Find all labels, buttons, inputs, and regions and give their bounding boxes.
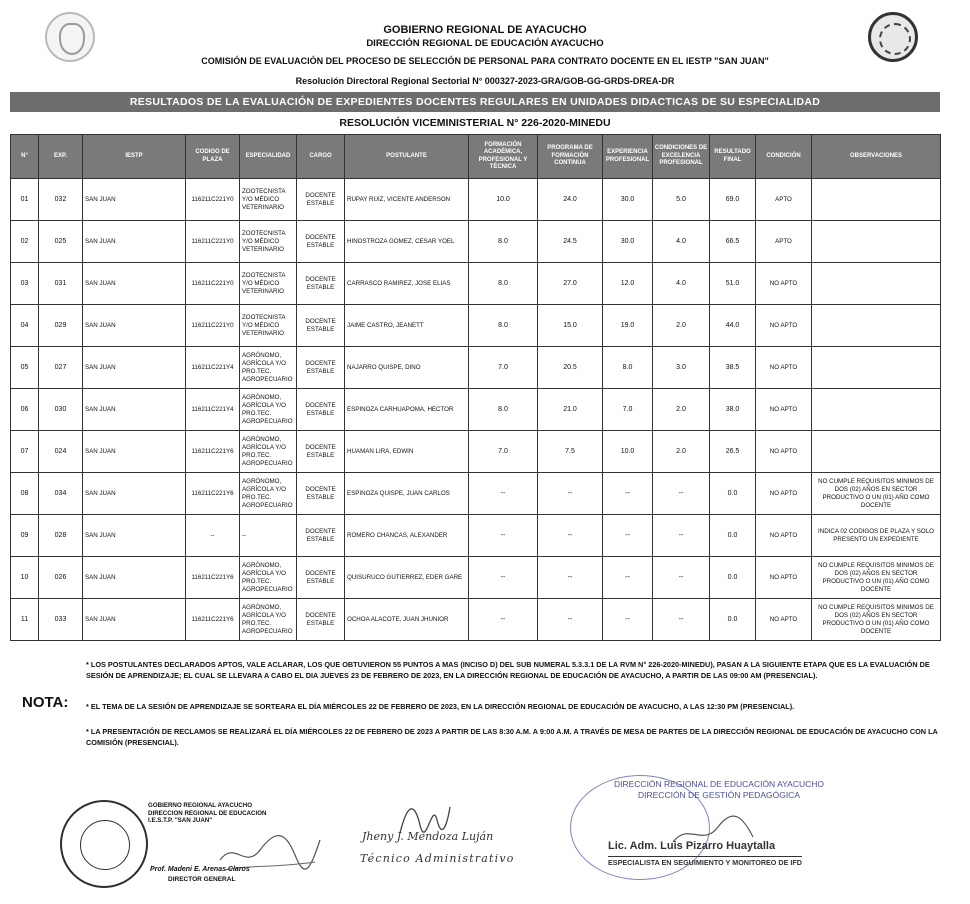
col-header-condiciones: CONDICIONES DE EXCELENCIA PROFESIONAL	[653, 135, 710, 179]
specialty: ZOOTECNISTA Y/O MÉDICO VETERINARIO	[240, 179, 297, 221]
nota-item-1: * LOS POSTULANTES DECLARADOS APTOS, VALE ACLARAR, LOS QUE OBTUVIERON 55 PUNTOS A MAS (INCISO D) DEL SUB NUMERAL 5.3.3.1 DE LA RVM N° 226-2020-MINEDU), PASAN A LA SIGUIENTE ETAPA QUE ES LA EVALUACIÓN DE SESIÓN DE APRENDIZAJE; EL CUAL SE LLEVARA A CABO EL DIA JUEVES 23 DE FEBRERO DE 2023, EN LA DIRECCIÓN REGIONAL DE EDUCACIÓN DE AYACUCHO, A PARTIR DE LAS 09:00 AM (PRESENCIAL).	[86, 660, 930, 680]
col-header-codigo: CODIGO DE PLAZA	[186, 135, 240, 179]
observations	[812, 263, 941, 305]
score-programa: --	[538, 599, 603, 641]
row-number: 02	[11, 221, 39, 263]
exp-number: 032	[39, 179, 83, 221]
col-header-experiencia: EXPERIENCIA PROFESIONAL	[603, 135, 653, 179]
score-programa: --	[538, 473, 603, 515]
specialty: ZOOTECNISTA Y/O MÉDICO VETERINARIO	[240, 221, 297, 263]
score-formacion: 8.0	[469, 221, 538, 263]
score-condiciones: 2.0	[653, 305, 710, 347]
row-number: 03	[11, 263, 39, 305]
col-header-especialidad: ESPECIALIDAD	[240, 135, 297, 179]
plaza-code: 116211C221Y4	[186, 347, 240, 389]
score-condiciones: 4.0	[653, 221, 710, 263]
score-condiciones: 2.0	[653, 431, 710, 473]
row-number: 10	[11, 557, 39, 599]
final-result: 66.5	[710, 221, 756, 263]
score-formacion: --	[469, 599, 538, 641]
score-experiencia: 19.0	[603, 305, 653, 347]
score-formacion: 8.0	[469, 263, 538, 305]
score-condiciones: --	[653, 599, 710, 641]
table-row	[11, 599, 941, 641]
score-experiencia: --	[603, 473, 653, 515]
applicant-name: CARRASCO RAMIREZ, JOSE ELIAS	[345, 263, 469, 305]
table-row	[11, 431, 941, 473]
director-stamp-line1: GOBIERNO REGIONAL AYACUCHO	[148, 802, 253, 809]
score-formacion: 8.0	[469, 305, 538, 347]
observations	[812, 389, 941, 431]
specialty: AGRÓNOMO, AGRÍCOLA Y/O PRO.TEC. AGROPECUARIO	[240, 431, 297, 473]
condition-status: NO APTO	[756, 473, 812, 515]
table-row	[11, 389, 941, 431]
position: DOCENTE ESTABLE	[297, 473, 345, 515]
regional-government-logo	[45, 12, 95, 62]
row-number: 01	[11, 179, 39, 221]
director-name: Prof. Madeni E. Arenas Claros	[150, 866, 250, 873]
condition-status: NO APTO	[756, 263, 812, 305]
score-experiencia: --	[603, 557, 653, 599]
position: DOCENTE ESTABLE	[297, 179, 345, 221]
plaza-code: 116211C221Y4	[186, 389, 240, 431]
applicant-name: ESPINOZA CARHUAPOMA, HECTOR	[345, 389, 469, 431]
plaza-code: --	[186, 515, 240, 557]
position: DOCENTE ESTABLE	[297, 557, 345, 599]
final-result: 51.0	[710, 263, 756, 305]
col-header-postulante: POSTULANTE	[345, 135, 469, 179]
exp-number: 029	[39, 305, 83, 347]
table-row	[11, 515, 941, 557]
position: DOCENTE ESTABLE	[297, 599, 345, 641]
exp-number: 028	[39, 515, 83, 557]
applicant-name: OCHOA ALACOTE, JUAN JHUNIOR	[345, 599, 469, 641]
condition-status: NO APTO	[756, 599, 812, 641]
technician-name: Jheny J. Mendoza Luján	[362, 830, 494, 843]
final-result: 69.0	[710, 179, 756, 221]
score-experiencia: 8.0	[603, 347, 653, 389]
condition-status: APTO	[756, 221, 812, 263]
exp-number: 031	[39, 263, 83, 305]
score-formacion: 7.0	[469, 431, 538, 473]
col-header-exp: EXP.	[39, 135, 83, 179]
score-formacion: --	[469, 557, 538, 599]
header-resolution: Resolución Directoral Regional Sectorial N° 000327-2023-GRA/GOB-GG-GRDS-DREA-DR	[295, 76, 675, 86]
position: DOCENTE ESTABLE	[297, 431, 345, 473]
specialty: ZOOTECNISTA Y/O MÉDICO VETERINARIO	[240, 263, 297, 305]
exp-number: 030	[39, 389, 83, 431]
row-number: 09	[11, 515, 39, 557]
condition-status: NO APTO	[756, 557, 812, 599]
score-programa: 27.0	[538, 263, 603, 305]
applicant-name: RUPAY RUIZ, VICENTE ANDERSON	[345, 179, 469, 221]
observations	[812, 431, 941, 473]
table-header-row	[11, 135, 941, 179]
condition-status: NO APTO	[756, 431, 812, 473]
plaza-code: 116211C221Y0	[186, 305, 240, 347]
iestp-round-stamp	[60, 800, 148, 888]
exp-number: 025	[39, 221, 83, 263]
final-result: 38.5	[710, 347, 756, 389]
pedagogical-stamp-line2: DIRECCIÓN DE GESTIÓN PEDAGÓGICA	[638, 790, 800, 800]
table-row	[11, 557, 941, 599]
applicant-name: ESPINOZA QUISPE, JUAN CARLOS	[345, 473, 469, 515]
iestp-name: SAN JUAN	[83, 389, 186, 431]
score-programa: --	[538, 515, 603, 557]
score-formacion: 8.0	[469, 389, 538, 431]
iestp-name: SAN JUAN	[83, 263, 186, 305]
col-header-observaciones: OBSERVACIONES	[812, 135, 941, 179]
iestp-name: SAN JUAN	[83, 221, 186, 263]
score-formacion: --	[469, 515, 538, 557]
score-experiencia: 12.0	[603, 263, 653, 305]
iestp-name: SAN JUAN	[83, 515, 186, 557]
table-row	[11, 221, 941, 263]
specialty: AGRÓNOMO, AGRÍCOLA Y/O PRO.TEC. AGROPECUARIO	[240, 473, 297, 515]
applicant-name: ROMERO CHANCAS, ALEXANDER	[345, 515, 469, 557]
plaza-code: 116211C221Y6	[186, 431, 240, 473]
score-experiencia: --	[603, 599, 653, 641]
table-row	[11, 347, 941, 389]
position: DOCENTE ESTABLE	[297, 263, 345, 305]
exp-number: 024	[39, 431, 83, 473]
score-programa: 24.0	[538, 179, 603, 221]
score-condiciones: 5.0	[653, 179, 710, 221]
score-condiciones: --	[653, 515, 710, 557]
col-header-resultado: RESULTADO FINAL	[710, 135, 756, 179]
score-experiencia: 7.0	[603, 389, 653, 431]
score-experiencia: 10.0	[603, 431, 653, 473]
observations	[812, 221, 941, 263]
vice-ministerial-resolution: RESOLUCIÓN VICEMINISTERIAL N° 226-2020-MINEDU	[339, 117, 611, 129]
nota-item-2: * EL TEMA DE LA SESIÓN DE APRENDIZAJE SE SORTEARA EL DÍA MIÉRCOLES 22 DE FEBRERO DE 2023, EN LA DIRECCIÓN REGIONAL DE EDUCACIÓN DE AYACUCHO, A LAS 12:30 PM (PRESENCIAL).	[86, 702, 795, 711]
exp-number: 027	[39, 347, 83, 389]
iestp-name: SAN JUAN	[83, 179, 186, 221]
observations: NO CUMPLE REQUISITOS MINIMOS DE DOS (02) AÑOS EN SECTOR PRODUCTIVO O UN (01) AÑO COMO DOCENTE	[812, 557, 941, 599]
plaza-code: 116211C221Y0	[186, 221, 240, 263]
applicant-name: NAJARRO QUISPE, DINO	[345, 347, 469, 389]
nota-label: NOTA:	[22, 694, 69, 711]
observations	[812, 347, 941, 389]
applicant-name: HUAMAN LIRA, EDWIN	[345, 431, 469, 473]
iestp-name: SAN JUAN	[83, 431, 186, 473]
position: DOCENTE ESTABLE	[297, 221, 345, 263]
score-programa: 24.5	[538, 221, 603, 263]
final-result: 0.0	[710, 473, 756, 515]
col-header-programa: PROGRAMA DE FORMACIÓN CONTINUA	[538, 135, 603, 179]
condition-status: NO APTO	[756, 389, 812, 431]
specialist-role: ESPECIALISTA EN SEGUIMIENTO Y MONITOREO DE IFD	[608, 858, 802, 867]
plaza-code: 116211C221Y6	[186, 599, 240, 641]
nota-item-3: * LA PRESENTACIÓN DE RECLAMOS SE REALIZARÁ EL DÍA MIÉRCOLES 22 DE FEBRERO DE 2023 A PARTIR DE LAS 8:30 A.M. A 9:00 A.M. A TRAVÉS DE MESA DE PARTES DE LA DIRECCIÓN REGIONAL DE EDUCACIÓN DE AYACUCHO CON LA COMISIÓN (PRESENCIAL).	[86, 727, 938, 747]
col-header-cargo: CARGO	[297, 135, 345, 179]
header-directorate: DIRECCIÓN REGIONAL DE EDUCACIÓN AYACUCHO	[366, 38, 604, 49]
specialty: AGRÓNOMO, AGRÍCOLA Y/O PRO.TEC. AGROPECUARIO	[240, 389, 297, 431]
score-condiciones: --	[653, 557, 710, 599]
exp-number: 026	[39, 557, 83, 599]
score-programa: --	[538, 557, 603, 599]
row-number: 05	[11, 347, 39, 389]
applicant-name: HINOSTROZA GOMEZ, CESAR YOEL	[345, 221, 469, 263]
score-programa: 20.5	[538, 347, 603, 389]
specialty: AGRÓNOMO, AGRÍCOLA Y/O PRO.TEC. AGROPECUARIO	[240, 599, 297, 641]
final-result: 0.0	[710, 515, 756, 557]
iestp-name: SAN JUAN	[83, 599, 186, 641]
final-result: 0.0	[710, 557, 756, 599]
score-experiencia: 30.0	[603, 221, 653, 263]
plaza-code: 116211C221Y6	[186, 557, 240, 599]
pedagogical-stamp-text	[604, 779, 834, 801]
final-result: 0.0	[710, 599, 756, 641]
score-condiciones: 3.0	[653, 347, 710, 389]
results-table	[10, 134, 941, 641]
condition-status: NO APTO	[756, 515, 812, 557]
specialist-name: Lic. Adm. Luis Pizarro Huaytalla	[608, 840, 776, 852]
row-number: 04	[11, 305, 39, 347]
observations: INDICA 02 CODIGOS DE PLAZA Y SOLO PRESENTO UN EXPEDIENTE	[812, 515, 941, 557]
final-result: 26.5	[710, 431, 756, 473]
education-directorate-seal	[868, 12, 918, 62]
iestp-name: SAN JUAN	[83, 473, 186, 515]
score-programa: 7.5	[538, 431, 603, 473]
table-row	[11, 263, 941, 305]
director-stamp-line3: I.E.S.T.P. "SAN JUAN"	[148, 817, 213, 824]
pedagogical-stamp-line1: DIRECCIÓN REGIONAL DE EDUCACIÓN AYACUCHO	[613, 779, 824, 789]
final-result: 44.0	[710, 305, 756, 347]
final-result: 38.0	[710, 389, 756, 431]
row-number: 07	[11, 431, 39, 473]
row-number: 08	[11, 473, 39, 515]
specialty: AGRÓNOMO, AGRÍCOLA Y/O PRO.TEC. AGROPECUARIO	[240, 557, 297, 599]
col-header-condicion: CONDICIÓN	[756, 135, 812, 179]
score-formacion: 7.0	[469, 347, 538, 389]
director-role: DIRECTOR GENERAL	[168, 876, 236, 883]
col-header-formacion: FORMACIÓN ACADÉMICA, PROFESIONAL Y TÉCNICA	[469, 135, 538, 179]
table-row	[11, 305, 941, 347]
score-formacion: --	[469, 473, 538, 515]
condition-status: NO APTO	[756, 347, 812, 389]
plaza-code: 116211C221Y0	[186, 263, 240, 305]
condition-status: APTO	[756, 179, 812, 221]
exp-number: 033	[39, 599, 83, 641]
plaza-code: 116211C221Y6	[186, 473, 240, 515]
applicant-name: JAIME CASTRO, JEANETT	[345, 305, 469, 347]
observations	[812, 179, 941, 221]
position: DOCENTE ESTABLE	[297, 515, 345, 557]
results-banner: RESULTADOS DE LA EVALUACIÓN DE EXPEDIENTES DOCENTES REGULARES EN UNIDADES DIDACTICAS DE SU ESPECIALIDAD	[10, 92, 940, 112]
specialty: AGRÓNOMO, AGRÍCOLA Y/O PRO.TEC. AGROPECUARIO	[240, 347, 297, 389]
header-government: GOBIERNO REGIONAL DE AYACUCHO	[383, 24, 587, 36]
row-number: 06	[11, 389, 39, 431]
specialty: --	[240, 515, 297, 557]
director-stamp-line2: DIRECCION REGIONAL DE EDUCACION	[148, 809, 267, 817]
iestp-name: SAN JUAN	[83, 557, 186, 599]
applicant-name: QUISURUCO GUTIERREZ, EDER GARE	[345, 557, 469, 599]
header-commission: COMISIÓN DE EVALUACIÓN DEL PROCESO DE SELECCIÓN DE PERSONAL PARA CONTRATO DOCENTE EN EL IESTP "SAN JUAN"	[201, 56, 769, 66]
table-row	[11, 473, 941, 515]
score-programa: 21.0	[538, 389, 603, 431]
iestp-name: SAN JUAN	[83, 305, 186, 347]
position: DOCENTE ESTABLE	[297, 347, 345, 389]
col-header-n: N°	[11, 135, 39, 179]
observations	[812, 305, 941, 347]
score-condiciones: 2.0	[653, 389, 710, 431]
specialty: ZOOTECNISTA Y/O MÉDICO VETERINARIO	[240, 305, 297, 347]
score-formacion: 10.0	[469, 179, 538, 221]
position: DOCENTE ESTABLE	[297, 389, 345, 431]
score-condiciones: --	[653, 473, 710, 515]
row-number: 11	[11, 599, 39, 641]
observations: NO CUMPLE REQUISITOS MINIMOS DE DOS (02) AÑOS EN SECTOR PRODUCTIVO O UN (01) AÑO COMO DOCENTE	[812, 599, 941, 641]
score-experiencia: --	[603, 515, 653, 557]
technician-role: Técnico Administrativo	[360, 852, 515, 865]
exp-number: 034	[39, 473, 83, 515]
condition-status: NO APTO	[756, 305, 812, 347]
score-experiencia: 30.0	[603, 179, 653, 221]
position: DOCENTE ESTABLE	[297, 305, 345, 347]
score-condiciones: 4.0	[653, 263, 710, 305]
col-header-iestp: IESTP	[83, 135, 186, 179]
score-programa: 15.0	[538, 305, 603, 347]
observations: NO CUMPLE REQUISITOS MINIMOS DE DOS (02) AÑOS EN SECTOR PRODUCTIVO O UN (01) AÑO COMO DOCENTE	[812, 473, 941, 515]
table-row	[11, 179, 941, 221]
plaza-code: 116211C221Y0	[186, 179, 240, 221]
iestp-name: SAN JUAN	[83, 347, 186, 389]
